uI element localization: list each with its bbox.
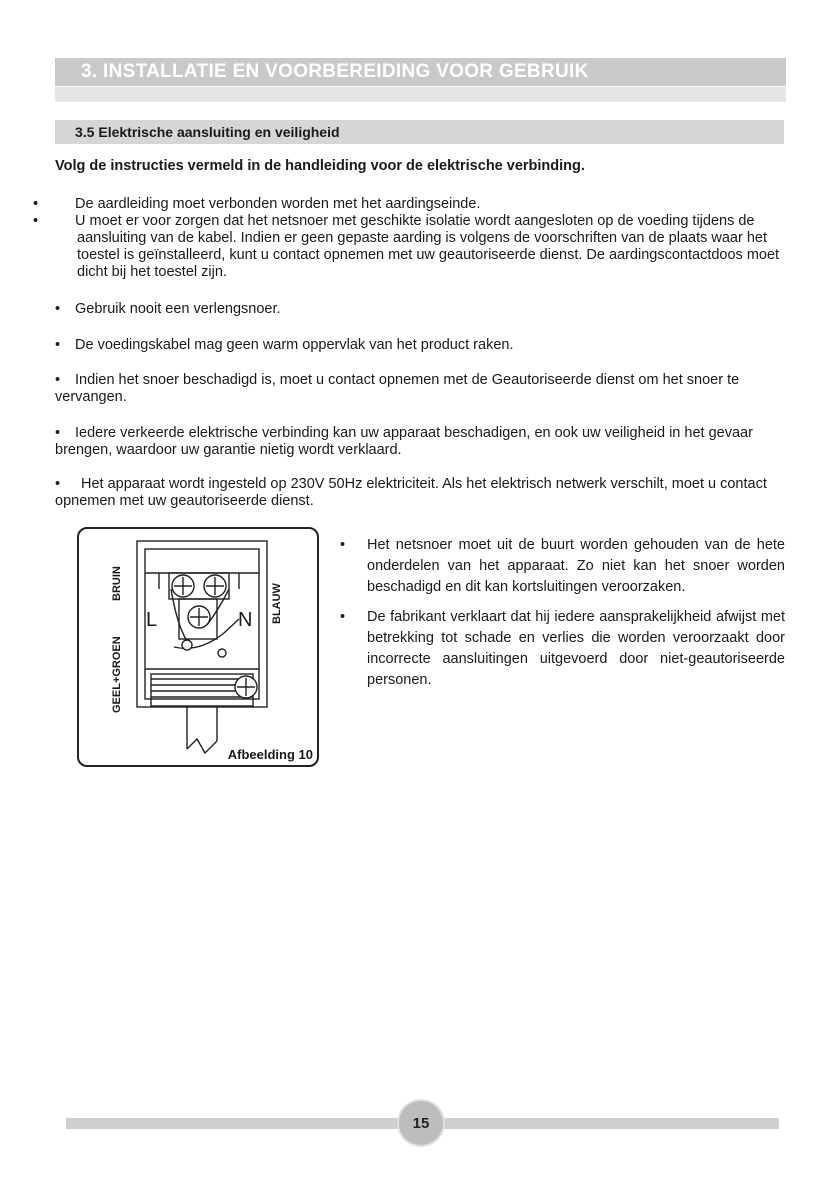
bullet-symbol: • xyxy=(340,609,346,625)
paragraph-text: Het apparaat wordt ingesteld op 230V 50Hz elektriciteit. Als het elektrisch netwerk verschilt, moet u contact opnemen met uw geautoriseerde dienst. xyxy=(55,476,767,509)
section-header-bar xyxy=(55,120,784,144)
wire-label-yellow-green: GEEL+GROEN xyxy=(111,636,123,713)
paragraph xyxy=(55,372,785,406)
paragraph-text: Gebruik nooit een verlengsnoer. xyxy=(75,301,281,317)
bullet-symbol: • xyxy=(33,213,39,229)
terminal-l-label: L xyxy=(146,609,158,631)
bullet-symbol: • xyxy=(55,301,61,317)
bullet-item xyxy=(33,213,785,281)
page-number-badge xyxy=(399,1101,443,1145)
paragraph xyxy=(55,476,785,510)
terminal-n-label: N xyxy=(238,609,253,631)
paragraph xyxy=(55,425,785,459)
right-bullet-list xyxy=(337,535,785,700)
wire-label-blue: BLAUW xyxy=(271,583,283,624)
bullet-text: De fabrikant verklaart dat hij iedere aansprakelijkheid afwijst met betrekking tot schade en verlies die worden veroorzaakt door incorrecte aansluitingen uitgevoerd door niet-geautoriseerde personen. xyxy=(367,609,785,688)
wiring-diagram-figure xyxy=(77,527,319,767)
paragraph-text: Iedere verkeerde elektrische verbinding kan uw apparaat beschadigen, en ook uw veiligheid in het gevaar brengen, waardoor uw garantie nietig wordt verklaard. xyxy=(55,425,753,458)
bullet-text: Het netsnoer moet uit de buurt worden gehouden van de hete onderdelen van het apparaat. Zo niet kan het snoer worden beschadigd en dit kan kortsluitingen veroorzaken. xyxy=(367,537,785,595)
figure-caption: Afbeelding 10 xyxy=(227,747,313,762)
bullet-symbol: • xyxy=(340,537,346,553)
bullet-text: De aardleiding moet verbonden worden met het aardingseinde. xyxy=(75,196,481,212)
paragraph-text: Indien het snoer beschadigd is, moet u contact opnemen met de Geautoriseerde dienst om het snoer te vervangen. xyxy=(55,372,740,405)
intro-text: Volg de instructies vermeld in de handleiding voor de elektrische verbinding. xyxy=(55,158,585,174)
chapter-header-underbar xyxy=(55,87,786,102)
bullet-symbol: • xyxy=(33,196,39,212)
paragraph xyxy=(55,337,785,354)
chapter-header-bar xyxy=(55,58,786,86)
bullet-symbol: • xyxy=(55,372,61,388)
bullet-text: U moet er voor zorgen dat het netsnoer met geschikte isolatie wordt aangesloten op de voeding tijdens de aansluiting van de kabel. Indien er geen gepaste aarding is volgens de voorschriften van de plaats waar het toestel is geïnstalleerd, kunt u contact opnemen met uw geautoriseerde dienst. De aardingscontactdoos moet dicht bij het toestel zijn. xyxy=(75,213,780,280)
bullet-symbol: • xyxy=(55,425,61,441)
bullet-symbol: • xyxy=(55,337,61,353)
bullet-item xyxy=(33,196,785,213)
bullet-item xyxy=(337,607,785,691)
paragraph-text: De voedingskabel mag geen warm oppervlak van het product raken. xyxy=(75,337,514,353)
bullet-symbol: • xyxy=(55,476,61,492)
wire-label-brown: BRUIN xyxy=(111,566,123,601)
paragraph xyxy=(55,301,785,318)
page-number: 15 xyxy=(412,1114,430,1132)
bullet-item xyxy=(337,535,785,598)
section-title: 3.5 Elektrische aansluiting en veiligheid xyxy=(75,124,340,140)
chapter-title: 3. INSTALLATIE EN VOORBEREIDING VOOR GEBRUIK xyxy=(81,61,589,82)
